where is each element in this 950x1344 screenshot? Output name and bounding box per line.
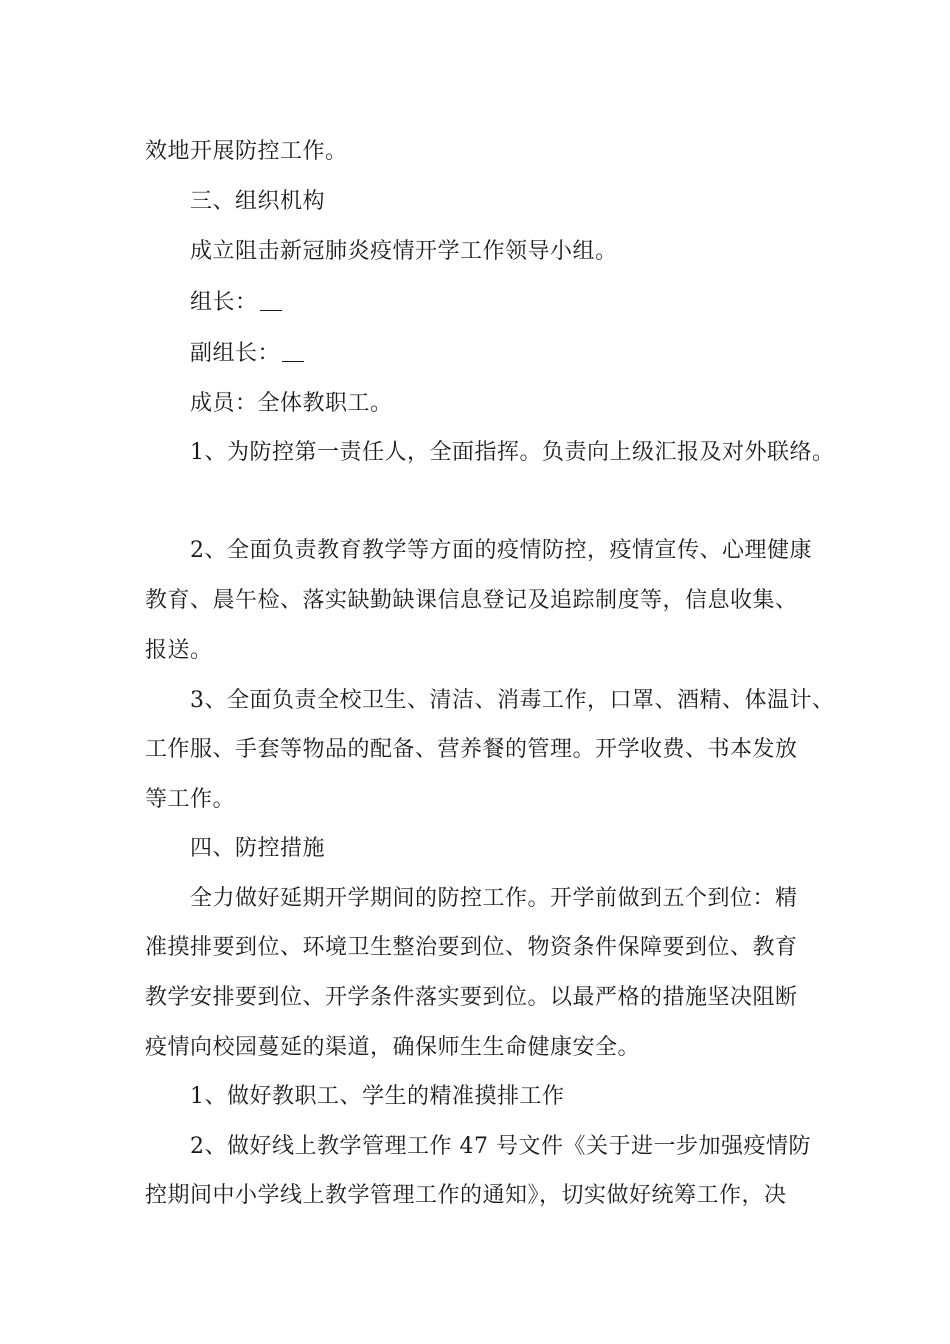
measure-item-2: 2、做好线上教学管理工作 47 号文件《关于进一步加强疫情防 xyxy=(190,1134,811,1159)
measure-item-1: 1、做好教职工、学生的精准摸排工作 xyxy=(190,1084,565,1109)
deputy-leader-line xyxy=(190,339,304,369)
list-item-1: 1、为防控第一责任人，全面指挥。负责向上级汇报及对外联络。 xyxy=(190,440,835,465)
paragraph-line: 控期间中小学线上教学管理工作的通知》，切实做好统筹工作，决 xyxy=(145,1183,787,1208)
paragraph-line: 成立阻击新冠肺炎疫情开学工作领导小组。 xyxy=(190,239,618,264)
blank-underline xyxy=(260,292,282,311)
list-item-2: 2、全面负责教育教学等方面的疫情防控，疫情宣传、心理健康 xyxy=(190,538,812,563)
section-heading-organization: 三、组织机构 xyxy=(190,189,326,214)
leader-line xyxy=(190,288,282,318)
paragraph-line: 教学安排要到位、开学条件落实要到位。以最严格的措施坚决阻断 xyxy=(145,985,798,1010)
paragraph-line: 准摸排要到位、环境卫生整治要到位、物资条件保障要到位、教育 xyxy=(145,935,798,960)
paragraph-line: 工作服、手套等物品的配备、营养餐的管理。开学收费、书本发放 xyxy=(145,737,798,762)
paragraph-continuation: 效地开展防控工作。 xyxy=(145,139,348,164)
paragraph-line: 等工作。 xyxy=(145,787,236,812)
members-line: 成员：全体教职工。 xyxy=(190,391,393,416)
blank-underline xyxy=(282,343,304,362)
paragraph-line: 教育、晨午检、落实缺勤缺课信息登记及追踪制度等，信息收集、 xyxy=(145,588,798,613)
list-item-3: 3、全面负责全校卫生、清洁、消毒工作，口罩、酒精、体温计、 xyxy=(190,688,835,713)
section-heading-measures: 四、防控措施 xyxy=(190,836,326,861)
deputy-leader-label: 副组长： xyxy=(190,341,281,366)
leader-label: 组长： xyxy=(190,290,258,315)
paragraph-line: 报送。 xyxy=(145,638,213,663)
paragraph-line: 全力做好延期开学期间的防控工作。开学前做到五个到位：精 xyxy=(190,886,798,911)
paragraph-line: 疫情向校园蔓延的渠道，确保师生生命健康安全。 xyxy=(145,1035,641,1060)
